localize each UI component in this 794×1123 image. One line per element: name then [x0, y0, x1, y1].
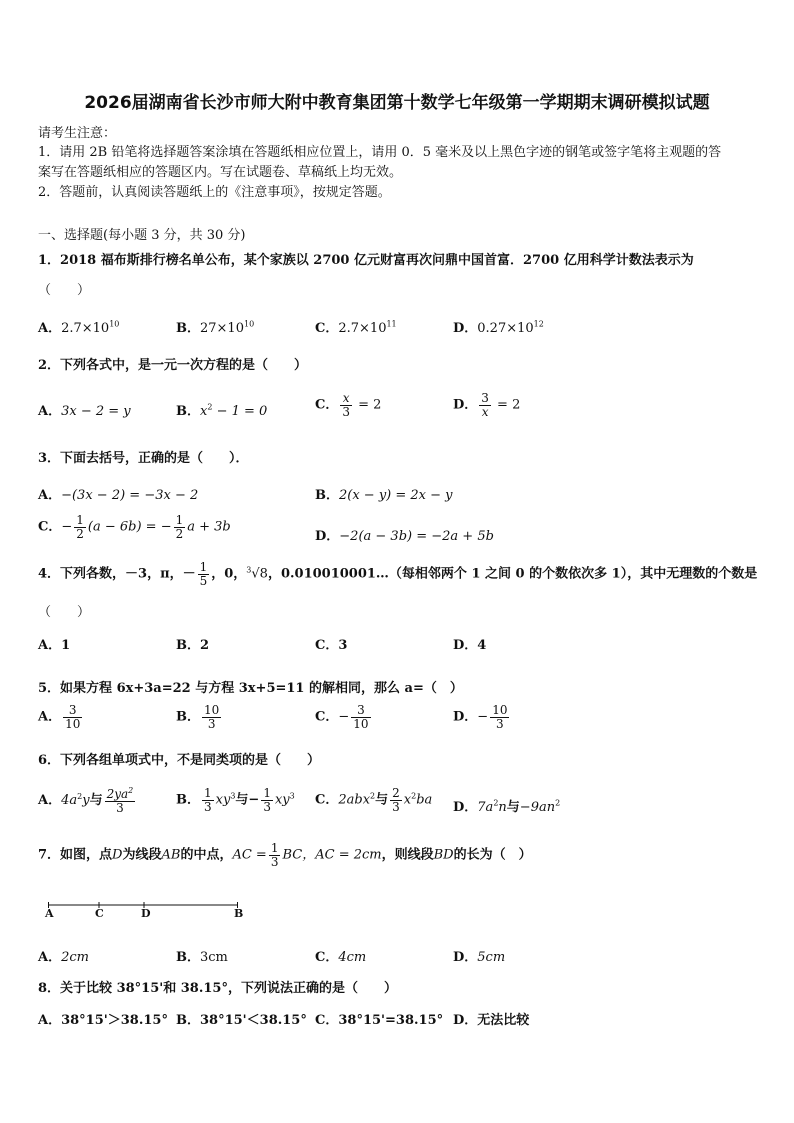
question-1-option-a — [38, 317, 119, 336]
question-3-option-c — [38, 514, 231, 540]
question-3-option-d — [315, 525, 494, 544]
numerator: x — [340, 392, 352, 406]
option-letter: C． — [315, 397, 339, 413]
question-3-option-b — [315, 484, 453, 503]
term: 2ya — [106, 787, 129, 801]
option-value: 3x − 2 = y — [61, 404, 131, 419]
option-letter: A． — [38, 793, 62, 809]
option-rest: − 1 = 0 — [212, 404, 268, 419]
exponent: 2 — [128, 786, 134, 795]
option-letter: D． — [453, 709, 478, 725]
question-7-part: 的长为（ ） — [453, 847, 532, 863]
option-value: 3cm — [200, 950, 228, 965]
term: y — [82, 793, 90, 809]
option-letter: B． — [176, 792, 200, 808]
option-exponent: 2 — [207, 402, 213, 412]
option-letter: A． — [38, 404, 62, 419]
denominator: 2 — [175, 526, 184, 541]
question-5-text: 5．如果方程 6x+3a=22 与方程 3x+5=11 的解相同，那么 a=（ ） — [38, 681, 463, 696]
question-7-option-b — [176, 946, 228, 965]
question-4-option-d: D．4 — [453, 638, 487, 653]
fraction — [340, 392, 352, 418]
question-1-text: 1．2018 福布斯排行榜名单公布，某个家族以 2700 亿元财富再次问鼎中国首富．2700 亿用科学计数法表示为 — [38, 253, 694, 268]
question-2-option-d — [453, 392, 520, 418]
term: n — [498, 800, 507, 815]
question-7-text — [38, 842, 532, 868]
option-letter: C． — [315, 950, 339, 965]
connector: 与 — [89, 793, 103, 809]
fraction — [390, 787, 402, 813]
fraction — [63, 704, 82, 730]
question-5-option-b — [176, 704, 223, 730]
question-1-option-b — [176, 317, 254, 336]
option-value: 2cm — [61, 950, 89, 965]
denominator: 3 — [342, 404, 350, 419]
option-letter: A． — [38, 709, 62, 725]
segment-label: BD — [433, 847, 454, 863]
question-4-paren: （ ） — [38, 605, 91, 620]
question-8-text: 8．关于比较 38°15'和 38.15°，下列说法正确的是（ ） — [38, 981, 397, 996]
numerator: 2 — [392, 786, 400, 800]
option-value: 2(x − y) = 2x − y — [339, 488, 453, 503]
denominator: 10 — [65, 716, 81, 731]
question-7-part: 7．如图，点 — [38, 847, 113, 863]
question-4-option-a: A．1 — [38, 638, 71, 653]
term: xy — [215, 792, 231, 808]
denominator: 5 — [199, 573, 208, 588]
option-letter: C． — [38, 519, 62, 535]
numerator: 1 — [204, 786, 212, 800]
option-letter: B． — [176, 404, 200, 419]
option-value: 4cm — [338, 950, 367, 965]
denominator: 3 — [392, 799, 400, 814]
question-4-part-a: 4．下列各数，－3，π，－ — [38, 566, 196, 582]
equation: ，AC = 2cm — [302, 847, 382, 863]
question-5-option-c — [315, 704, 373, 730]
numerator: 1 — [76, 513, 84, 527]
exponent: 2 — [411, 791, 417, 801]
figure-label-b: B — [234, 907, 244, 920]
question-4-part-c: ，0.010010001…（每相邻两个 1 之间 0 的个数依次多 1），其中无理数的个数是 — [267, 566, 758, 582]
numerator: 10 — [204, 703, 220, 717]
denominator: 3 — [496, 716, 504, 731]
numerator: 10 — [492, 703, 508, 717]
question-8-option-b: B．38°15'＜38.15° — [176, 1013, 307, 1028]
question-8-option-a: A．38°15'＞38.15° — [38, 1013, 168, 1028]
question-8-option-d: D．无法比较 — [453, 1013, 530, 1028]
exponent: 3 — [289, 791, 295, 801]
denominator: 10 — [353, 716, 369, 731]
option-rest: = 2 — [354, 397, 382, 413]
connector: 与 — [375, 792, 389, 808]
term: x — [403, 792, 412, 808]
option-post: a + 3b — [187, 519, 231, 535]
page-title: 2026届湖南省长沙市师大附中教育集团第十数学七年级第一学期期末调研模拟试题 — [84, 93, 710, 113]
option-sign: − — [477, 709, 489, 725]
question-1-option-c — [315, 317, 397, 336]
numerator: 1 — [175, 513, 184, 527]
question-5-option-d — [453, 704, 511, 730]
fraction — [105, 787, 136, 814]
question-6-option-c — [315, 787, 432, 813]
fraction — [490, 704, 509, 730]
section-heading: 一、选择题(每小题 3 分，共 30 分) — [38, 228, 246, 243]
question-4-option-c: C．3 — [315, 638, 348, 653]
option-letter: C． — [315, 709, 339, 725]
notice-line-2: 2．答题前，认真阅读答题纸上的《注意事项》，按规定答题。 — [38, 185, 391, 200]
denominator: 3 — [207, 716, 216, 731]
option-sign: − — [61, 519, 73, 535]
question-5-option-a — [38, 704, 84, 730]
term: 4a — [61, 793, 78, 809]
exponent: 2 — [493, 798, 499, 808]
figure-label-c: C — [95, 907, 104, 920]
fraction — [261, 787, 273, 813]
option-letter: D． — [453, 950, 478, 965]
option-letter: A． — [38, 950, 62, 965]
equation: AC = — [232, 847, 267, 863]
option-letter: B． — [176, 321, 200, 336]
question-7-option-a — [38, 946, 89, 965]
segment-label: AB — [161, 847, 181, 863]
term: 7a — [477, 800, 494, 815]
fraction — [174, 514, 186, 540]
option-value: 2.7×10 — [338, 321, 387, 336]
equation: BC — [282, 847, 303, 863]
question-2-option-c — [315, 392, 381, 418]
denominator: x — [481, 404, 489, 419]
connector: 与− — [235, 792, 260, 808]
denominator: 2 — [76, 526, 84, 541]
term: −9an — [519, 800, 556, 815]
denominator: 3 — [204, 799, 212, 814]
question-3-text: 3．下面去括号，正确的是（ ）． — [38, 451, 249, 466]
option-letter: C． — [315, 321, 339, 336]
option-value: 27×10 — [200, 321, 244, 336]
fraction — [202, 704, 221, 730]
numerator: 1 — [270, 841, 279, 855]
notice-line-1a: 1．请用 2B 铅笔将选择题答案涂填在答题纸相应位置上，请用 0．5 毫米及以上黑色字迹的钢笔或签字笔将主观题的答 — [38, 145, 722, 160]
question-7-part: 为线段 — [122, 847, 162, 863]
question-7-part: ，则线段 — [381, 847, 434, 863]
connector: 与 — [506, 800, 520, 815]
numerator — [105, 787, 136, 802]
numerator: 3 — [351, 704, 370, 718]
option-value: 2.7×10 — [61, 321, 110, 336]
cube-root: √8 — [251, 566, 268, 582]
option-rest: = 2 — [492, 397, 521, 413]
question-7-option-d — [453, 946, 505, 965]
question-6-option-a — [38, 787, 137, 814]
option-letter: D． — [453, 397, 478, 413]
notice-heading: 请考生注意： — [38, 126, 117, 141]
option-exponent: 12 — [533, 319, 544, 329]
notice-line-1b: 案写在答题纸相应的答题区内。写在试题卷、草稿纸上均无效。 — [38, 165, 403, 180]
exponent: 3 — [230, 791, 236, 801]
option-letter: D． — [453, 800, 478, 815]
root-index: 3 — [246, 565, 252, 575]
question-4-option-b: B．2 — [176, 638, 210, 653]
question-1-option-d — [453, 317, 544, 336]
fraction — [479, 392, 491, 418]
question-6-text: 6．下列各组单项式中，不是同类项的是（ ） — [38, 753, 321, 768]
option-letter: B． — [176, 709, 200, 725]
question-7-option-c — [315, 946, 366, 965]
option-value: −(3x − 2) = −3x − 2 — [61, 488, 199, 503]
option-value: 0.27×10 — [477, 321, 534, 336]
question-2-option-b — [176, 400, 267, 419]
option-letter: D． — [315, 529, 340, 544]
numerator: 1 — [263, 786, 271, 800]
numerator: 3 — [63, 704, 82, 718]
question-2-option-a — [38, 400, 131, 419]
question-7-part: 的中点， — [180, 847, 233, 863]
term: 2abx — [338, 792, 371, 808]
option-exponent: 11 — [386, 319, 397, 329]
question-4-part-b: ，0， — [211, 566, 247, 582]
question-8-option-c: C．38°15'=38.15° — [315, 1013, 444, 1028]
option-exponent: 10 — [109, 319, 120, 329]
term: xy — [274, 792, 290, 808]
fraction — [351, 704, 370, 730]
fraction — [198, 561, 210, 587]
option-value: 5cm — [477, 950, 506, 965]
figure-label-a: A — [45, 907, 54, 920]
question-2-text: 2．下列各式中，是一元一次方程的是（ ） — [38, 358, 308, 373]
fraction — [269, 842, 281, 868]
option-letter: A． — [38, 488, 62, 503]
option-letter: B． — [315, 488, 339, 503]
option-base: x — [200, 404, 208, 419]
option-mid: (a − 6b) = − — [87, 519, 172, 535]
denominator: 3 — [270, 854, 279, 869]
exponent: 2 — [555, 798, 561, 808]
question-6-option-d — [453, 796, 560, 815]
denominator: 3 — [116, 800, 124, 815]
option-sign: − — [338, 709, 350, 725]
denominator: 3 — [263, 799, 271, 814]
fraction — [202, 787, 214, 813]
term: ba — [416, 792, 433, 808]
option-letter: A． — [38, 321, 62, 336]
exponent: 2 — [370, 791, 376, 801]
option-value: −2(a − 3b) = −2a + 5b — [339, 529, 494, 544]
option-exponent: 10 — [243, 319, 255, 329]
exponent: 2 — [77, 791, 83, 801]
point-label: D — [112, 847, 123, 863]
option-letter: C． — [315, 792, 339, 808]
option-letter: D． — [453, 321, 478, 336]
figure-label-d: D — [141, 907, 151, 920]
question-4-text — [38, 561, 757, 587]
numerator: 3 — [481, 391, 489, 405]
question-1-paren: （ ） — [38, 283, 91, 298]
numerator: 1 — [199, 560, 208, 574]
question-3-option-a — [38, 484, 198, 503]
option-letter: B． — [176, 950, 200, 965]
fraction — [74, 514, 86, 540]
question-6-option-b — [176, 787, 295, 813]
